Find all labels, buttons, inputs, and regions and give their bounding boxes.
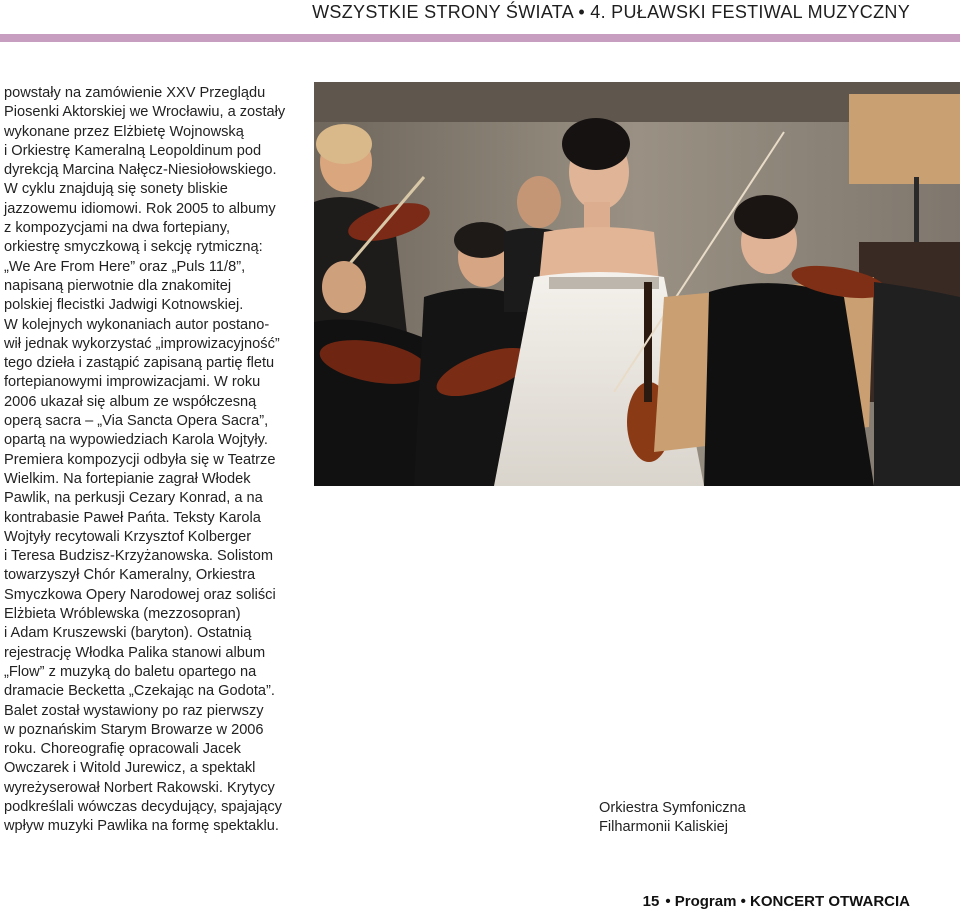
body-text-line: Owczarek i Witold Jurewicz, a spektakl xyxy=(4,760,256,777)
body-text-line: Wielkim. Na fortepianie zagrał Włodek xyxy=(4,470,251,487)
body-text-line: operą sacra – „Via Sancta Opera Sacra”, xyxy=(4,413,269,430)
body-text-line: dyrekcją Marcina Nałęcz-Niesiołowskiego. xyxy=(4,162,277,179)
body-text-line: towarzyszył Chór Kameralny, Orkiestra xyxy=(4,567,256,584)
body-text-line: „We Are From Here” oraz „Puls 11/8”, xyxy=(4,258,246,275)
body-text-line: „Flow” z muzyką do baletu opartego na xyxy=(4,663,257,680)
body-text-line: W cyklu znajdują się sonety bliskie xyxy=(4,181,228,198)
body-text-line: polskiej flecistki Jadwigi Kotnowskiej. xyxy=(4,297,244,314)
body-text-line: w poznańskim Starym Browarze w 2006 xyxy=(4,721,264,738)
page-number: 15 xyxy=(642,893,660,910)
body-text-line: Premiera kompozycji odbyła się w Teatrze xyxy=(4,451,276,468)
body-text-line: wił jednak wykorzystać „improwizacyjność” xyxy=(4,335,280,352)
body-text-line: wykonane przez Elżbietę Wojnowską xyxy=(4,123,244,140)
body-text-line: Wojtyły recytowali Krzysztof Kolberger xyxy=(4,528,252,545)
body-text-line: Piosenki Aktorskiej we Wrocławiu, a zostały xyxy=(4,104,286,121)
body-text-line: podkreślali wówczas decydujący, spajający xyxy=(4,798,282,815)
body-text-line: i Orkiestrę Kameralną Leopoldinum pod xyxy=(4,142,262,159)
body-text-line: Pawlik, na perkusji Cezary Konrad, a na xyxy=(4,490,263,507)
body-text-line: Smyczkowa Opery Narodowej oraz soliści xyxy=(4,586,276,603)
body-text-line: tego dzieła i zastąpić zapisaną partię fletu xyxy=(4,355,275,372)
body-text-line: z kompozycjami na dwa fortepiany, xyxy=(4,220,231,237)
body-text-line: napisaną pierwotnie dla znakomitej xyxy=(4,277,232,294)
body-text-line: opartą na wypowiedziach Karola Wojtyły. xyxy=(4,432,268,449)
body-text-line: 2006 ukazał się album ze współczesną xyxy=(4,393,257,410)
body-text-line: i Teresa Budzisz-Krzyżanowska. Solistom xyxy=(4,548,274,565)
photo-caption xyxy=(599,799,746,838)
article-body xyxy=(4,84,300,837)
body-text-line: roku. Choreografię opracowali Jacek xyxy=(4,741,241,758)
caption-line: Filharmonii Kaliskiej xyxy=(599,819,728,836)
body-text-line: Balet został wystawiony po raz pierwszy xyxy=(4,702,264,719)
header-rule xyxy=(0,34,960,42)
body-text-line: orkiestrę smyczkową i sekcję rytmiczną: xyxy=(4,239,263,256)
body-text-line: kontrabasie Paweł Pańta. Teksty Karola xyxy=(4,509,261,526)
body-text-line: Elżbieta Wróblewska (mezzosopran) xyxy=(4,606,241,623)
body-text-line: wyreżyserował Norbert Rakowski. Krytycy xyxy=(4,779,275,796)
caption-line: Orkiestra Symfoniczna xyxy=(599,800,746,816)
orchestra-photo xyxy=(314,82,960,486)
body-text-line: jazzowemu idiomowi. Rok 2005 to albumy xyxy=(4,200,276,217)
body-text-line: rejestrację Włodka Palika stanowi album xyxy=(4,644,266,661)
body-text-line: powstały na zamówienie XXV Przeglądu xyxy=(4,85,266,101)
body-text-line: wpływ muzyki Pawlika na formę spektaklu. xyxy=(4,818,279,835)
body-text-line: W kolejnych wykonaniach autor postano- xyxy=(4,316,270,333)
footer-section-title: • Program • KONCERT OTWARCIA xyxy=(665,893,910,910)
running-header: WSZYSTKIE STRONY ŚWIATA • 4. PUŁAWSKI FESTIWAL MUZYCZNY xyxy=(312,2,910,22)
page-footer xyxy=(643,893,910,910)
body-text-line: fortepianowymi improwizacjami. W roku xyxy=(4,374,261,391)
body-text-line: dramacie Becketta „Czekając na Godota”. xyxy=(4,683,275,700)
body-text-line: i Adam Kruszewski (baryton). Ostatnią xyxy=(4,625,252,642)
